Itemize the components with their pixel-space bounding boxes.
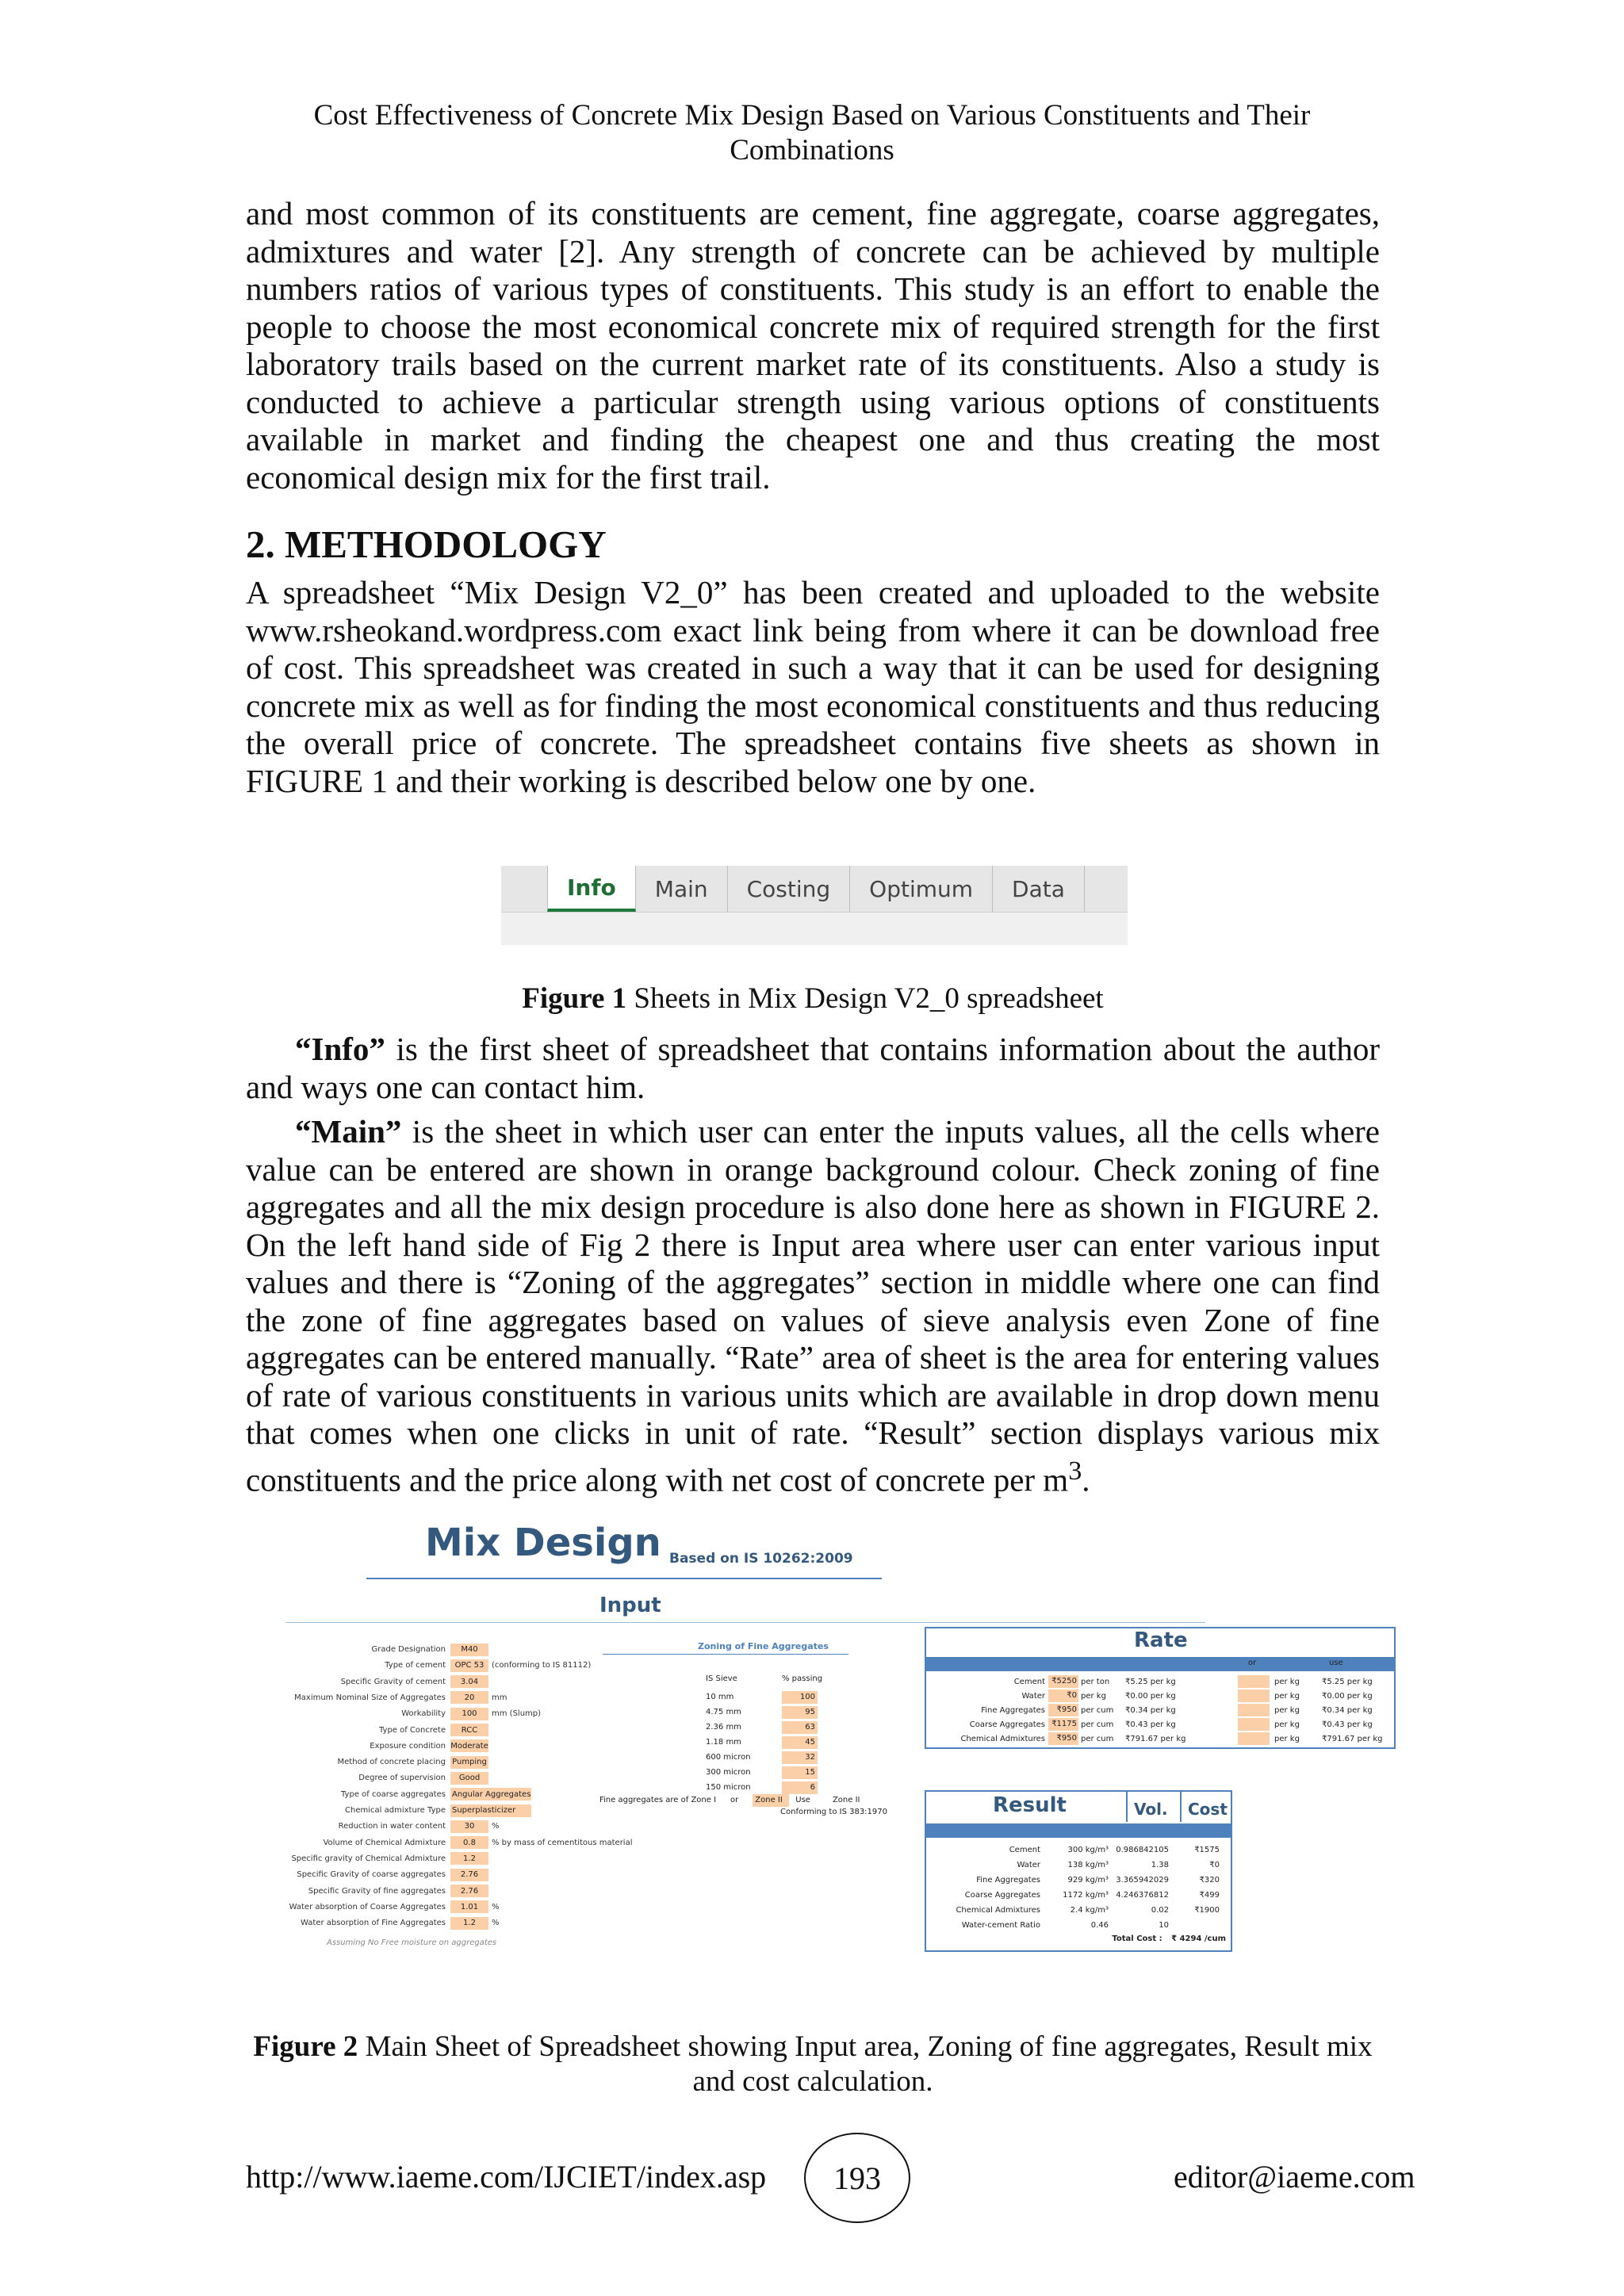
input-underline [285,1622,1205,1623]
result-volume: 3.365942029 [1116,1875,1169,1885]
result-label: Water-cement Ratio [961,1920,1040,1930]
zoning-row [706,1766,818,1779]
rate-used: ₹0.34 per kg [1322,1705,1373,1715]
result-cost: ₹320 [1199,1875,1220,1885]
result-quantity: 1172 kg/m³ [1063,1890,1109,1900]
intro-paragraph: and most common of its constituents are cement, fine aggregate, coarse aggregates, admixtures and water [2]. Any strength of concrete can be achieved by multiple numbers ratios of various types of constituents. This study is an effort to enable the people to choose the most economical concrete mix of required strength for the first laboratory trails based on the current market rate of its constituents. Also a study is conducted to achieve a particular strength using various options of constituents available in market and finding the cheapest one and thus creating the most economical design mix for the first trail. [246,195,1380,496]
zoning-conforming: Conforming to IS 383:1970 [780,1808,887,1816]
title-underline [366,1578,882,1579]
rate-row [926,1732,1385,1746]
figure2-caption-label: Figure 2 [253,2030,358,2063]
zoning-use: Use [795,1796,810,1804]
result-volume: 10 [1159,1920,1169,1930]
rate-per-kg: ₹5.25 per kg [1125,1677,1176,1686]
input-row [285,1820,500,1833]
sieve-size: 1.18 mm [706,1738,741,1747]
rate-value-cell[interactable]: ₹950 [1048,1732,1078,1745]
rate-row [926,1717,1385,1732]
zoning-underline [603,1654,848,1655]
input-label: Chemical admixture Type [345,1806,446,1815]
input-label: Volume of Chemical Admixture [323,1838,446,1847]
zoning-row [706,1751,818,1764]
rate-value-cell[interactable]: ₹5250 [1048,1675,1078,1688]
input-value-cell[interactable]: Superplasticizer [450,1804,531,1817]
zoning-col-sieve: IS Sieve [706,1674,737,1683]
input-title: Input [599,1594,661,1617]
rate-alt-unit[interactable]: per kg [1274,1734,1300,1743]
mix-design-subtitle: Based on IS 10262:2009 [669,1551,853,1567]
input-label: Grade Designation [371,1645,446,1654]
input-row [285,1885,492,1898]
input-row [285,1643,492,1656]
result-row [926,1843,1220,1857]
rate-alt-cell[interactable] [1238,1675,1270,1688]
result-label: Cement [1009,1845,1040,1854]
input-row [285,1724,492,1737]
input-value-cell[interactable]: 1.01 [450,1900,488,1913]
sieve-size: 150 micron [706,1783,751,1792]
input-label: Degree of supervision [358,1774,446,1783]
main-paragraph [246,1113,1380,1499]
rate-row [926,1674,1385,1689]
rate-value-cell[interactable]: ₹1175 [1048,1718,1078,1731]
total-cost-label: Total Cost : [1112,1934,1162,1943]
input-note: Assuming No Free moisture on aggregates [327,1938,497,1947]
result-cost: ₹0 [1209,1860,1220,1869]
result-divider-2 [1180,1792,1182,1822]
rate-label: Water [1021,1691,1045,1701]
input-unit: % [492,1902,500,1911]
result-cost: ₹499 [1199,1890,1220,1900]
percent-passing-cell[interactable]: 45 [782,1736,818,1749]
input-unit: % by mass of cementitous material [492,1838,633,1847]
zoning-header [706,1674,833,1683]
input-value-cell[interactable]: Pumping [450,1756,488,1769]
rate-label: Cement [1013,1677,1045,1686]
zoning-row [706,1690,818,1704]
zoning-row [706,1781,818,1794]
input-value-cell[interactable]: 20 [450,1691,488,1704]
result-row [926,1903,1220,1917]
result-volume: 0.02 [1151,1905,1169,1915]
input-row [285,1739,492,1753]
methodology-paragraph: A spreadsheet “Mix Design V2_0” has been created and uploaded to the website www.rsheokand.wordpress.com exact link being from where it can be download free of cost. This spreadsheet was created in such a way that it can be used for designing concrete mix as well as for finding the most economical constituents and thus reducing the overall price of concrete. The spreadsheet contains five sheets as shown in FIGURE 1 and their working is described below one by one. [246,574,1380,799]
tab-costing[interactable]: Costing [728,866,851,912]
percent-passing-cell[interactable]: 95 [782,1706,818,1719]
input-value-cell[interactable]: 3.04 [450,1675,488,1688]
input-row [285,1707,541,1720]
running-header: Cost Effectiveness of Concrete Mix Design Based on Various Constituents and Their Combinations [313,99,1311,166]
figure1-caption-label: Figure 1 [522,982,627,1015]
input-row [285,1788,534,1801]
input-row [285,1836,633,1850]
input-label: Workability [401,1709,446,1719]
rate-alt-cell[interactable] [1238,1704,1270,1716]
sieve-size: 600 micron [706,1753,751,1762]
input-label: Specific Gravity of fine aggregates [308,1886,446,1896]
figure1-sheet-tabs [501,866,1128,945]
zoning-row [706,1720,818,1734]
input-value-cell[interactable]: Good [450,1772,488,1785]
footer-email[interactable]: editor@iaeme.com [1174,2159,1415,2195]
result-cost-header: Cost [1188,1800,1228,1819]
rate-per-kg: ₹0.34 per kg [1125,1705,1176,1715]
input-label: Type of cement [385,1661,446,1670]
sieve-size: 4.75 mm [706,1708,741,1716]
input-value-cell[interactable]: M40 [450,1644,488,1656]
result-box [925,1790,1232,1952]
input-value-cell[interactable]: 2.76 [450,1869,488,1881]
rate-used: ₹0.43 per kg [1322,1720,1373,1729]
tab-main[interactable]: Main [636,866,728,912]
rate-unit-dropdown[interactable]: per cum [1081,1734,1114,1743]
input-row [285,1804,534,1817]
main-text: is the sheet in which user can enter the inputs values, all the cells where value can be entered are shown in orange background colour. Check zoning of fine aggregates and all the mix design procedure is also done here as shown in FIGURE 2. On the left hand side of Fig 2 there is Input area where user can enter various input values and there is “Zoning of the aggregates” section in middle where one can find the zone of fine aggregates based on values of sieve analysis even Zone of fine aggregates can be entered manually. “Rate” area of sheet is the area for entering values of rate of various constituents in various units which are available in drop down menu that comes when one clicks in unit of rate. “Result” section displays various mix constituents and the price along with net cost of concrete per m [246,1113,1380,1498]
rate-unit-dropdown[interactable]: per kg [1081,1691,1106,1701]
result-label: Fine Aggregates [976,1875,1040,1885]
result-quantity: 0.46 [1090,1920,1109,1930]
input-label: Exposure condition [370,1741,446,1751]
footer-url[interactable]: http://www.iaeme.com/IJCIET/index.asp [246,2159,767,2195]
figure2-spreadsheet [285,1514,1396,1958]
main-sup: 3 [1068,1456,1082,1486]
rate-label: Fine Aggregates [981,1705,1045,1715]
input-value-cell[interactable]: 0.8 [450,1836,488,1849]
rate-alt-unit[interactable]: per kg [1274,1705,1300,1715]
input-value-cell[interactable]: OPC 53 [450,1659,488,1672]
result-vol-header: Vol. [1134,1800,1168,1819]
rate-title: Rate [1134,1628,1188,1652]
input-value-cell[interactable]: 30 [450,1820,488,1833]
result-volume: 0.986842105 [1116,1845,1169,1854]
result-row [926,1858,1220,1872]
input-unit: % [492,1822,500,1831]
percent-passing-cell[interactable]: 6 [782,1781,818,1794]
rate-alt-cell[interactable] [1238,1689,1270,1702]
figure1-caption-text: Sheets in Mix Design V2_0 spreadsheet [626,982,1104,1015]
zoning-result-text: Fine aggregates are of Zone I [599,1796,717,1804]
rate-per-kg: ₹0.00 per kg [1125,1691,1176,1701]
rate-alt-cell[interactable] [1238,1732,1270,1745]
main-end: . [1082,1461,1090,1498]
rate-unit-dropdown[interactable]: per ton [1081,1677,1110,1686]
info-paragraph [246,1031,1380,1106]
rate-box [925,1627,1396,1749]
input-row [285,1900,500,1914]
result-cost: ₹1575 [1194,1845,1220,1854]
rate-alt-unit[interactable]: per kg [1274,1677,1300,1686]
info-text: is the first sheet of spreadsheet that contains information about the author and ways one can contact him. [246,1031,1380,1105]
result-cost: ₹1900 [1194,1905,1220,1915]
input-value-cell[interactable]: 1.2 [450,1852,488,1865]
input-label: Water absorption of Fine Aggregates [301,1919,446,1928]
figure2-caption-text: Main Sheet of Spreadsheet showing Input area, Zoning of fine aggregates, Result mix and cost calculation. [358,2030,1373,2098]
rate-row [926,1689,1385,1703]
input-value-cell[interactable]: 2.76 [450,1885,488,1897]
rate-used: ₹791.67 per kg [1322,1734,1383,1743]
rate-used: ₹5.25 per kg [1322,1677,1373,1686]
result-quantity: 929 kg/m³ [1067,1875,1109,1885]
result-row [926,1918,1220,1932]
input-unit: mm (Slump) [492,1709,542,1719]
result-row [926,1888,1220,1902]
input-row [285,1852,492,1866]
percent-passing-cell[interactable]: 100 [782,1691,818,1704]
rate-per-kg: ₹0.43 per kg [1125,1720,1176,1729]
input-row [285,1755,492,1769]
result-label: Coarse Aggregates [964,1890,1040,1900]
percent-passing-cell[interactable]: 15 [782,1766,818,1779]
rate-label: Coarse Aggregates [969,1720,1045,1729]
total-cost-value: ₹ 4294 /cum [1171,1934,1226,1943]
input-unit: (conforming to IS 81112) [492,1661,592,1670]
total-cost [1112,1934,1226,1943]
rate-label: Chemical Admixtures [960,1734,1045,1743]
input-label: Specific Gravity of cement [340,1677,446,1686]
rate-value-cell[interactable]: ₹950 [1048,1704,1078,1716]
rate-per-kg: ₹791.67 per kg [1125,1734,1186,1743]
input-row [285,1868,492,1881]
result-volume: 4.246376812 [1116,1890,1169,1900]
input-label: Water absorption of Coarse Aggregates [289,1902,446,1911]
main-lead: “Main” [295,1113,402,1150]
input-label: Specific Gravity of coarse aggregates [297,1870,446,1880]
rate-or-header: or [1248,1659,1257,1667]
input-unit: mm [492,1693,508,1702]
tab-info[interactable]: Info [547,866,636,912]
percent-passing-cell[interactable]: 32 [782,1751,818,1764]
zoning-use-value: Zone II [832,1796,860,1804]
figure2-caption [246,2030,1380,2099]
result-quantity: 300 kg/m³ [1067,1845,1109,1854]
result-title: Result [993,1793,1067,1817]
result-divider-1 [1126,1792,1128,1822]
tab-optimum[interactable]: Optimum [850,866,993,912]
rate-used: ₹0.00 per kg [1322,1691,1373,1701]
rate-unit-dropdown[interactable]: per cum [1081,1720,1114,1729]
result-label: Chemical Admixtures [956,1905,1040,1915]
input-value-cell[interactable]: Moderate [450,1739,488,1752]
zoning-result [599,1793,860,1807]
input-row [285,1675,492,1689]
zoning-row [706,1705,818,1719]
rate-band [926,1657,1394,1671]
input-label: Type of coarse aggregates [341,1789,446,1799]
sheet-tab-bar [501,866,1128,913]
input-label: Maximum Nominal Size of Aggregates [294,1693,446,1702]
input-row [285,1691,507,1705]
input-label: Method of concrete placing [337,1758,446,1767]
tab-data[interactable]: Data [993,866,1085,912]
input-row [285,1771,492,1785]
result-volume: 1.38 [1151,1860,1169,1869]
percent-passing-cell[interactable]: 63 [782,1721,818,1734]
info-lead: “Info” [295,1031,385,1067]
page-number: 193 [804,2133,910,2223]
input-label: Type of Concrete [378,1725,446,1735]
zoning-row [706,1735,818,1749]
input-label: Reduction in water content [338,1822,446,1831]
input-row [285,1659,591,1672]
mix-design-title: Mix Design [425,1521,661,1565]
sieve-size: 300 micron [706,1768,751,1777]
rate-alt-unit[interactable]: per kg [1274,1691,1300,1701]
zoning-col-pass: % passing [782,1674,823,1683]
result-quantity: 2.4 kg/m³ [1070,1905,1109,1915]
input-value-cell[interactable]: Angular Aggregates [450,1788,531,1800]
result-band [926,1823,1231,1838]
rate-value-cell[interactable]: ₹0 [1048,1689,1078,1702]
result-row [926,1873,1220,1887]
rate-alt-cell[interactable] [1238,1718,1270,1731]
input-unit: % [492,1919,500,1928]
figure1-caption [246,982,1380,1016]
section-heading: 2. METHODOLOGY [246,522,607,566]
input-label: Specific gravity of Chemical Admixture [291,1854,446,1863]
rate-alt-unit[interactable]: per kg [1274,1720,1300,1729]
zoning-title: Zoning of Fine Aggregates [698,1641,829,1651]
sieve-size: 10 mm [706,1693,734,1701]
sieve-size: 2.36 mm [706,1723,741,1732]
result-label: Water [1017,1860,1040,1869]
input-row [285,1916,500,1930]
zoning-or: or [730,1796,739,1804]
input-value-cell[interactable]: 100 [450,1708,488,1720]
input-value-cell[interactable]: RCC [450,1724,488,1736]
input-value-cell[interactable]: 1.2 [450,1917,488,1930]
zone-select-cell[interactable]: Zone II [753,1794,789,1807]
rate-row [926,1703,1385,1717]
result-quantity: 138 kg/m³ [1067,1860,1109,1869]
rate-use-header: use [1329,1659,1343,1667]
rate-unit-dropdown[interactable]: per cum [1081,1705,1114,1715]
